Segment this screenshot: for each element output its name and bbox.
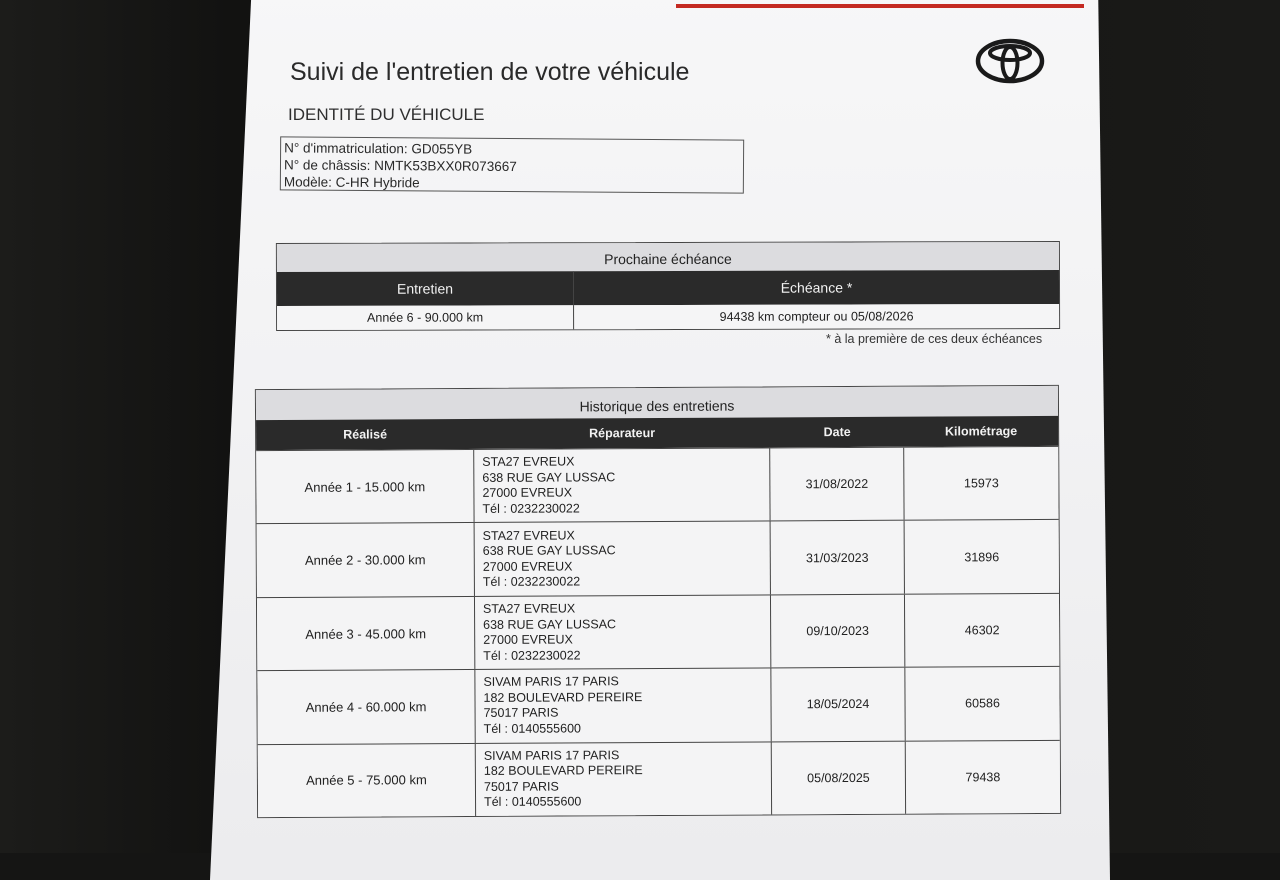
header-realise: Réalisé [343, 427, 388, 442]
repairer-address: 638 RUE GAY LUSSAC [482, 543, 616, 559]
repairer-address: 638 RUE GAY LUSSAC [482, 469, 616, 485]
vehicle-model: Modèle: C-HR Hybride [283, 174, 420, 191]
cell-kilometrage: 60586 [965, 696, 1000, 711]
cell-reparateur [474, 448, 770, 522]
cell-date: 18/05/2024 [771, 668, 905, 741]
cell-reparateur [475, 595, 771, 669]
repairer-address: 638 RUE GAY LUSSAC [483, 616, 617, 632]
service-history-body [256, 446, 1060, 817]
header-echeance: Échéance * [780, 279, 853, 296]
repairer-city: 27000 EVREUX [482, 485, 573, 501]
repairer-phone: Tél : 0140555600 [484, 794, 582, 810]
repairer-name: SIVAM PARIS 17 PARIS [483, 674, 619, 690]
table-row [256, 446, 1058, 524]
service-history-caption: Historique des entretiens [256, 386, 1058, 420]
repairer-city: 27000 EVREUX [482, 559, 573, 574]
cell-date: 05/08/2025 [772, 741, 906, 814]
repairer-city: 27000 EVREUX [483, 632, 573, 647]
repairer-phone: Tél : 0232230022 [482, 501, 580, 516]
cell-date: 31/03/2023 [771, 521, 905, 594]
cell-reparateur [475, 669, 771, 743]
next-service-echeance: 94438 km compteur ou 05/08/2026 [719, 309, 914, 324]
repairer-address: 182 BOULEVARD PEREIRE [483, 690, 643, 705]
cell-realise: Année 3 - 45.000 km [257, 597, 475, 671]
deadline-footnote: * à la première de ces deux échéances [826, 332, 1043, 346]
header-entretien: Entretien [277, 271, 574, 306]
repairer-name: STA27 EVREUX [482, 528, 575, 543]
header-date: Date [823, 424, 851, 440]
chassis-number: N° de châssis: NMTK53BXX0R073667 [283, 157, 517, 175]
repairer-phone: Tél : 0140555600 [483, 721, 582, 736]
cell-kilometrage: 31896 [964, 549, 1000, 565]
cell-reparateur [476, 742, 772, 816]
cell-date: 31/08/2022 [770, 448, 904, 521]
cell-realise: Année 5 - 75.000 km [258, 744, 476, 818]
repairer-phone: Tél : 0232230022 [482, 574, 581, 590]
cell-kilometrage: 79438 [965, 770, 1001, 785]
repairer-name: SIVAM PARIS 17 PARIS [483, 748, 620, 763]
next-service-table [276, 241, 1060, 331]
registration-number: N° d'immatriculation: GD055YB [284, 140, 473, 157]
next-service-row [277, 304, 1059, 330]
service-history-table [255, 385, 1061, 818]
next-service-caption: Prochaine échéance [277, 242, 1059, 272]
cell-date: 09/10/2023 [771, 595, 905, 668]
next-service-entretien: Année 6 - 90.000 km [277, 305, 574, 330]
repairer-address: 182 BOULEVARD PEREIRE [483, 763, 643, 779]
toyota-logo-icon [975, 38, 1045, 84]
cell-kilometrage: 46302 [964, 623, 1000, 638]
next-service-header [277, 270, 1059, 306]
section-heading-vehicle-identity: IDENTITÉ DU VÉHICULE [288, 105, 485, 124]
repairer-name: STA27 EVREUX [482, 454, 575, 470]
cell-realise: Année 1 - 15.000 km [256, 450, 474, 524]
cell-realise: Année 2 - 30.000 km [257, 523, 475, 597]
table-row [257, 593, 1059, 671]
repairer-name: STA27 EVREUX [482, 601, 576, 616]
table-row [258, 740, 1060, 818]
table-row [257, 519, 1059, 597]
table-row [257, 666, 1059, 744]
vehicle-identity-box [280, 136, 744, 193]
cell-realise: Année 4 - 60.000 km [257, 670, 475, 744]
cell-kilometrage: 15973 [963, 476, 999, 491]
cell-reparateur [475, 522, 771, 596]
page-title: Suivi de l'entretien de votre véhicule [290, 58, 690, 86]
header-reparateur: Réparateur [589, 426, 656, 441]
repairer-city: 75017 PARIS [483, 779, 559, 794]
header-kilometrage: Kilométrage [944, 424, 1018, 439]
repairer-phone: Tél : 0232230022 [483, 647, 581, 663]
service-history-header [256, 416, 1058, 450]
repairer-city: 75017 PARIS [483, 705, 559, 721]
red-accent-line [676, 4, 1084, 8]
